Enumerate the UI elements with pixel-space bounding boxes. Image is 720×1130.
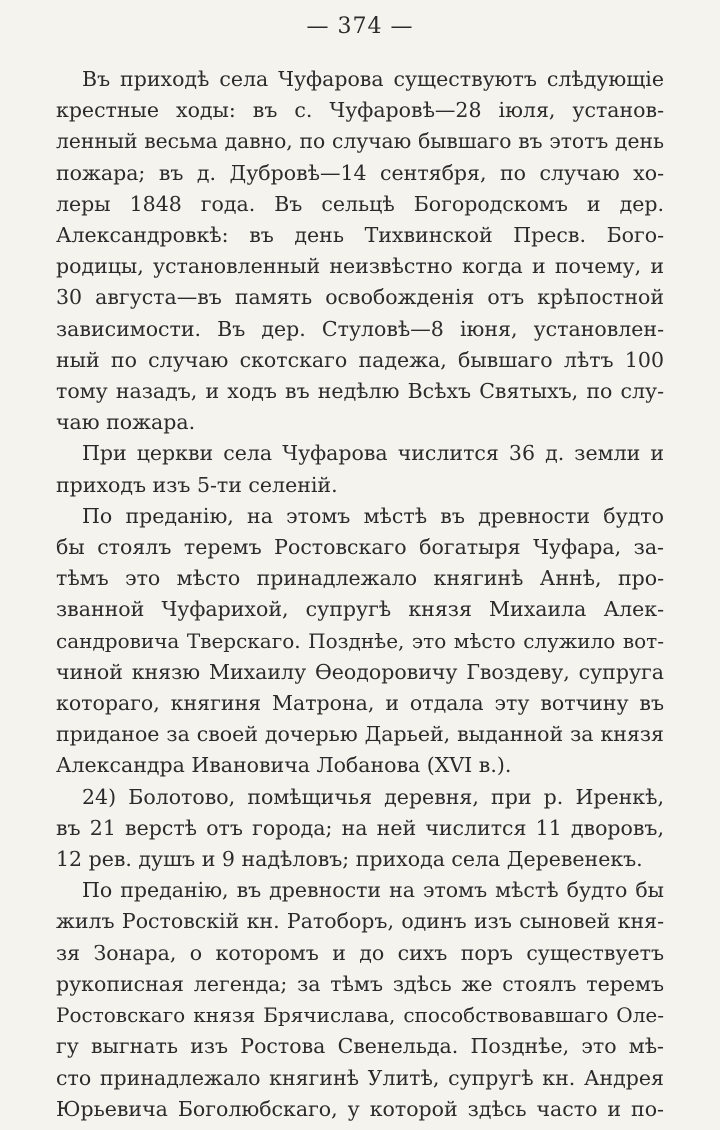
- text-line: гу выгнать изъ Ростова Свенельда. Позднѣе, это мѣ-: [56, 1034, 664, 1059]
- text-line: тому назадъ, и ходъ въ недѣлю Всѣхъ Святыхъ, по слу-: [56, 379, 664, 404]
- text-line: крестные ходы: въ с. Чуфаровѣ—28 іюля, установ-: [56, 98, 664, 123]
- text-line: Ростовскаго князя Брячислава, способствовавшаго Оле-: [56, 1003, 664, 1028]
- text-line: родицы, установленный неизвѣстно когда и почему, и: [56, 254, 664, 279]
- text-line: званной Чуфарихой, супругѣ князя Михаила Алек-: [56, 597, 664, 622]
- text-line: По преданію, въ древности на этомъ мѣстѣ будто бы: [82, 878, 664, 903]
- text-line: зя Зонара, о которомъ и до сихъ поръ существуетъ: [56, 940, 664, 965]
- text-line: Александра Ивановича Лобанова (XVI в.).: [56, 753, 512, 778]
- text-line: зависимости. Въ дер. Стуловѣ—8 іюня, установлен-: [56, 316, 664, 341]
- text-line: ленный весьма давно, по случаю бывшаго въ этотъ день: [56, 129, 664, 154]
- text-line: бы стоялъ теремъ Ростовскаго богатыря Чуфара, за-: [56, 535, 664, 560]
- text-line: тѣмъ это мѣсто принадлежало княгинѣ Аннѣ, про-: [56, 566, 664, 591]
- text-line: сандровича Тверскаго. Позднѣе, это мѣсто служило вот-: [56, 628, 664, 653]
- text-line: Юрьевича Боголюбскаго, у которой здѣсь часто и по-: [56, 1096, 664, 1121]
- text-line: пожара; въ д. Дубровѣ—14 сентября, по случаю хо-: [56, 160, 664, 185]
- text-line: приданое за своей дочерью Дарьей, выданной за князя: [56, 722, 664, 747]
- text-line: леры 1848 года. Въ сельцѣ Богородскомъ и дер.: [56, 191, 664, 216]
- text-line: жилъ Ростовскій кн. Ратоборъ, одинъ изъ сыновей кня-: [56, 909, 664, 934]
- text-line: 30 августа—въ память освобожденія отъ крѣпостной: [56, 285, 664, 310]
- text-line: Александровкѣ: въ день Тихвинской Пресв. Бого-: [56, 223, 664, 248]
- text-line: ный по случаю скотскаго падежа, бывшаго лѣтъ 100: [56, 347, 664, 372]
- text-line: По преданію, на этомъ мѣстѣ въ древности будто: [82, 503, 664, 528]
- text-line: При церкви села Чуфарова числится 36 д. земли и: [82, 441, 664, 466]
- body-text: [56, 64, 664, 1125]
- text-line: 24) Болотово, помѣщичья деревня, при р. Иренкѣ,: [82, 784, 664, 809]
- text-line: котораго, княгиня Матрона, и отдала эту вотчину въ: [56, 691, 664, 716]
- text-line: приходъ изъ 5-ти селеній.: [56, 472, 338, 497]
- text-line: чиной князю Михаилу Ѳеодоровичу Гвоздеву, супруга: [56, 659, 664, 684]
- text-line: 12 рев. душъ и 9 надѣловъ; прихода села Деревенекъ.: [56, 847, 643, 872]
- text-line: въ 21 верстѣ отъ города; на ней числится 11 дворовъ,: [56, 815, 664, 840]
- text-line: сто принадлежало княгинѣ Улитѣ, супругѣ кн. Андрея: [56, 1065, 664, 1090]
- text-line: рукописная легенда; за тѣмъ здѣсь же стоялъ теремъ: [56, 971, 664, 996]
- text-line: чаю пожара.: [56, 410, 196, 435]
- text-line: Въ приходѣ села Чуфарова существуютъ слѣдующіе: [82, 67, 664, 91]
- page-number: — 374 —: [306, 14, 414, 39]
